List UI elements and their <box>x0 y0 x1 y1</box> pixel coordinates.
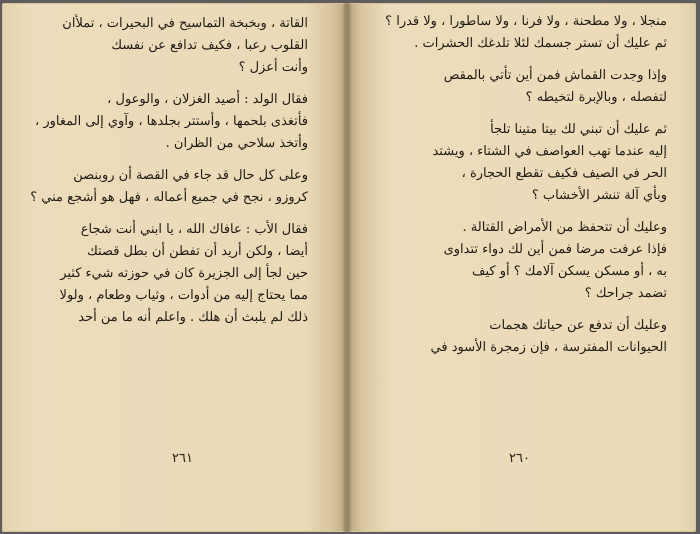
text-line: فإذا عرفت مرضا فمن أين لك دواء تتداوى <box>443 242 667 257</box>
page-number: ٢٦٠ <box>509 451 530 466</box>
text-line: وأنت أعزل ؟ <box>238 60 308 75</box>
text-line: تضمد جراحك ؟ <box>584 286 667 301</box>
text-line: إليه عندما تهب العواصف في الشتاء ، ويشتد <box>432 144 667 159</box>
page-number: ٢٦١ <box>172 451 193 466</box>
text-line: لتفصله ، وبالإبرة لتخيطه ؟ <box>525 90 667 105</box>
text-line: ذلك لم يلبث أن هلك . واعلم أنه ما من أحد <box>78 310 308 325</box>
paragraph <box>385 217 667 305</box>
text-line: فقال الأب : عافاك الله ، يا ابني أنت شجاع <box>80 222 308 237</box>
text-line: فقال الولد : أصيد الغزلان ، والوعول ، <box>107 92 308 107</box>
open-book <box>2 3 696 532</box>
paragraph <box>30 165 308 209</box>
text-line: القاتة ، وبخبخة التماسيح في البحيرات ، تملأان <box>62 16 308 31</box>
paragraph <box>385 119 667 207</box>
text-line: وعليك أن تتحفظ من الأمراض القتالة . <box>462 220 667 235</box>
text-line: منجلا ، ولا مطحنة ، ولا فرنا ، ولا ساطورا ، ولا قدرا ؟ <box>385 14 667 29</box>
right-page <box>347 3 696 532</box>
text-line: أيضا ، ولكن أريد أن تفطن أن بطل قصتك <box>87 244 308 259</box>
text-line: وعليك أن تدفع عن حياتك هجمات <box>489 318 667 333</box>
text-line: ثم عليك أن تبني لك بيتا متينا تلجأ <box>490 122 667 137</box>
text-line: مما يحتاج إليه من أدوات ، وثياب وطعام ، ولولا <box>59 288 308 303</box>
book-gutter <box>342 3 352 532</box>
text-line: القلوب رعبا ، فكيف تدافع عن نفسك <box>111 38 308 53</box>
paragraph <box>30 89 308 155</box>
paragraph <box>30 219 308 329</box>
left-page-text <box>30 13 308 329</box>
paragraph <box>385 315 667 359</box>
text-line: وعلى كل حال قد جاء في القصة أن روبنصن <box>73 168 308 183</box>
text-line: وإذا وجدت القماش فمن أين تأتي بالمقص <box>443 68 667 83</box>
text-line: حين لجأ إلى الجزيرة كان في حوزته شيء كثير <box>60 266 308 281</box>
text-line: الحيوانات المفترسة ، فإن زمجرة الأسود في <box>430 340 667 355</box>
paragraph <box>385 11 667 55</box>
left-page <box>2 3 347 532</box>
paragraph <box>30 13 308 79</box>
text-line: الحر في الصيف فكيف تقطع الحجارة ، <box>461 166 667 181</box>
text-line: كروزو ، نجح في جميع أعماله ، فهل هو أشجع مني ؟ <box>30 190 308 205</box>
text-line: وأتخذ سلاحي من الظران . <box>165 136 308 151</box>
text-line: وبأي آلة تنشر الأخشاب ؟ <box>531 188 667 203</box>
text-line: فأتغذى بلحمها ، وأستتر بجلدها ، وآوي إلى المغاور ، <box>34 114 308 129</box>
text-line: به ، أو مسكن يسكن آلامك ؟ أو كيف <box>472 264 667 279</box>
text-line: ثم عليك أن تستر جسمك لئلا تلدغك الحشرات . <box>414 36 667 51</box>
paragraph <box>385 65 667 109</box>
right-page-text <box>385 11 667 359</box>
